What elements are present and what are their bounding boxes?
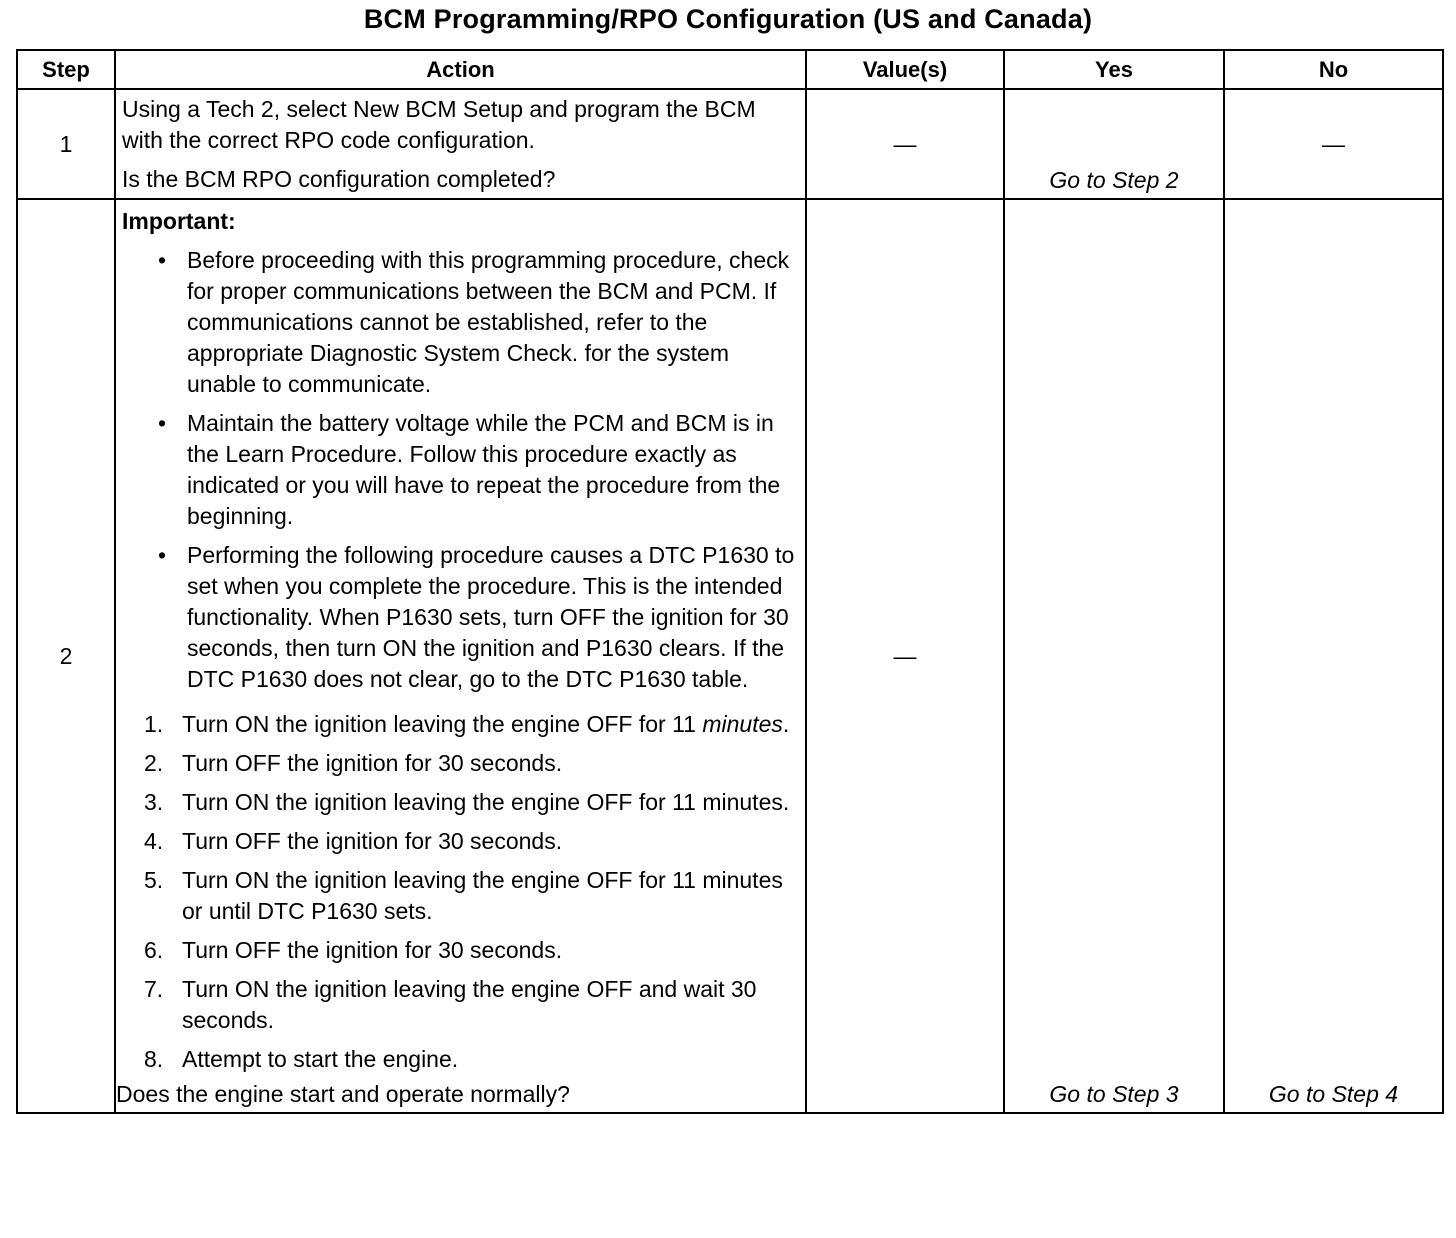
column-header-step: Step (17, 50, 115, 89)
action-question: Does the engine start and operate normally? (116, 1081, 570, 1107)
step-index: 4. (144, 828, 164, 854)
step-number: 2 (17, 199, 115, 1113)
step-text: Turn ON the ignition leaving the engine OFF for 11 minutes. (182, 789, 790, 815)
header-row (17, 50, 1443, 89)
bullet-text: Before proceeding with this programming procedure, check for proper communications between the BCM and PCM. If communications cannot be established, refer to the appropriate Diagnostic System Check. for the system unable to communicate. (187, 247, 790, 397)
step-text: Turn OFF the ignition for 30 seconds. (182, 828, 563, 854)
step-index: 7. (144, 976, 164, 1002)
step-index: 8. (144, 1046, 164, 1072)
yes-link[interactable]: Go to Step 2 (1049, 167, 1179, 193)
step-text: Turn OFF the ignition for 30 seconds. (182, 937, 563, 963)
step-text: Turn ON the ignition leaving the engine OFF for 11 minutes or until DTC P1630 sets. (182, 867, 783, 924)
step-text: Turn ON the ignition leaving the engine OFF and wait 30 seconds. (182, 976, 757, 1033)
procedure-step (122, 935, 801, 966)
procedure-step (122, 1044, 801, 1075)
action-text: Using a Tech 2, select New BCM Setup and program the BCM with the correct RPO code configuration. (122, 96, 756, 153)
value-dash: — (893, 642, 917, 669)
procedure-steps (122, 709, 801, 1075)
procedure-table (16, 49, 1444, 1114)
step-index: 2. (144, 750, 164, 776)
bullet-item (122, 540, 801, 695)
no-cell (1224, 89, 1443, 199)
bullet-text: Performing the following procedure causes a DTC P1630 to set when you complete the procedure. This is the intended functionality. When P1630 sets, turn OFF the ignition for 30 seconds, then turn ON the ignition and P1630 clears. If the DTC P1630 does not clear, go to the DTC P1630 table. (187, 542, 795, 692)
no-value: — (1322, 130, 1345, 157)
step-index: 3. (144, 789, 164, 815)
step-text-tail: . (782, 711, 790, 737)
step-text: Turn ON the ignition leaving the engine OFF for 11 (182, 711, 696, 737)
bullet-item (122, 245, 801, 400)
action-cell (115, 89, 806, 199)
important-label: Important: (122, 208, 236, 234)
yes-link[interactable]: Go to Step 3 (1049, 1081, 1179, 1107)
bullet-icon: • (158, 410, 167, 436)
step-text: Turn OFF the ignition for 30 seconds. (182, 750, 563, 776)
procedure-step (122, 865, 801, 927)
important-bullets (122, 245, 801, 695)
column-header-action: Action (115, 50, 806, 89)
procedure-step (122, 787, 801, 818)
step-index: 5. (144, 867, 164, 893)
no-cell (1224, 199, 1443, 1113)
step-text: Attempt to start the engine. (182, 1046, 459, 1072)
yes-cell (1004, 199, 1224, 1113)
column-header-no: No (1224, 50, 1443, 89)
bullet-text: Maintain the battery voltage while the PCM and BCM is in the Learn Procedure. Follow this procedure exactly as indicated or you will have to repeat the procedure from the beginning. (187, 410, 781, 529)
action-cell (115, 199, 806, 1113)
value-dash: — (893, 130, 917, 157)
yes-cell (1004, 89, 1224, 199)
document-title: BCM Programming/RPO Configuration (US and Canada) (363, 4, 1093, 34)
procedure-step (122, 826, 801, 857)
no-link[interactable]: Go to Step 4 (1268, 1081, 1399, 1107)
bullet-icon: • (158, 247, 167, 273)
step-index: 6. (144, 937, 164, 963)
table-row-step-1 (17, 89, 1443, 199)
bullet-icon: • (158, 542, 167, 568)
table-row-step-2 (17, 199, 1443, 1113)
value-cell (806, 89, 1004, 199)
step-number: 1 (17, 89, 115, 199)
value-cell (806, 199, 1004, 1113)
step-index: 1. (144, 711, 164, 737)
column-header-values: Value(s) (806, 50, 1004, 89)
step-emphasis: minutes (702, 711, 783, 737)
bullet-item (122, 408, 801, 532)
action-question: Is the BCM RPO configuration completed? (122, 166, 556, 192)
procedure-step (122, 974, 801, 1036)
procedure-step (122, 748, 801, 779)
procedure-step (122, 709, 801, 740)
column-header-yes: Yes (1004, 50, 1224, 89)
